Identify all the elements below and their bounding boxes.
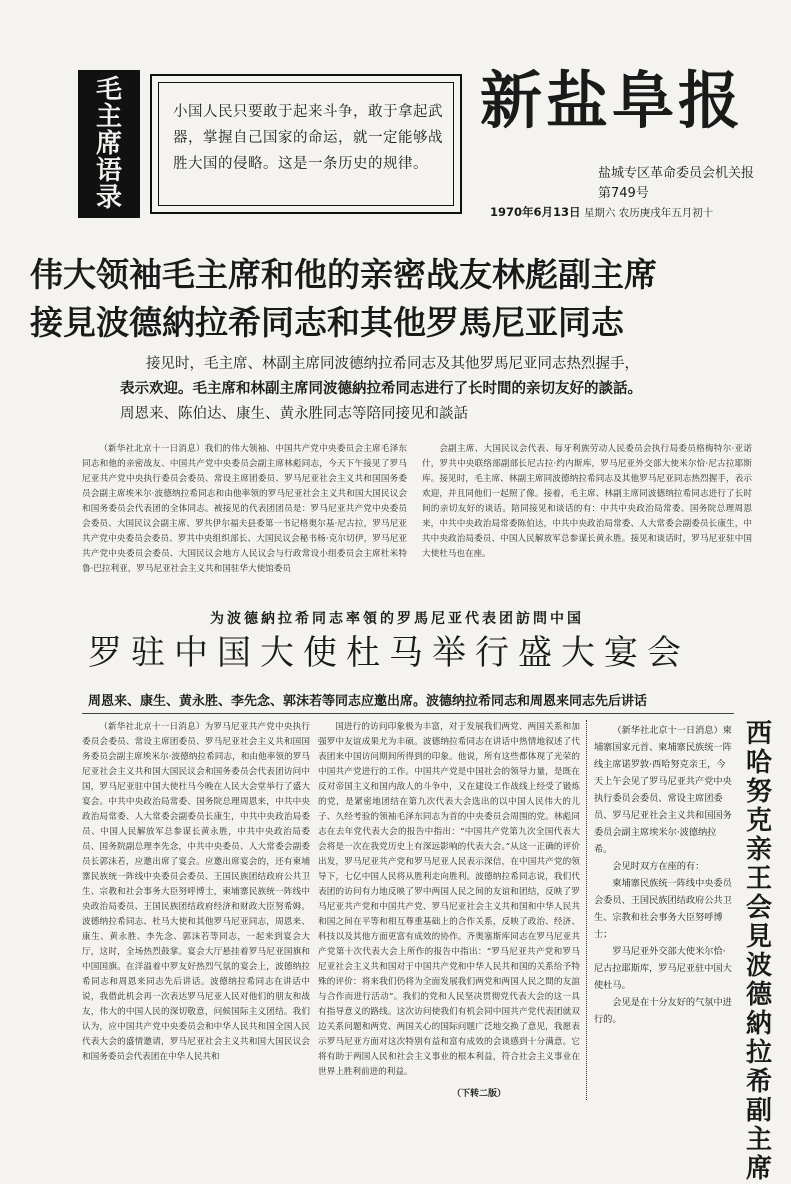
sidebar-headline: 西哈努克亲王会見波德納拉希副主席 xyxy=(745,719,772,1184)
issue-number: 第749号 xyxy=(598,186,649,201)
main-headline-line1: 伟大领袖毛主席和他的亲密战友林彪副主席 xyxy=(30,255,657,294)
article2-kicker: 为波德納拉希同志率領的罗馬尼亚代表团訪問中国 xyxy=(210,611,584,627)
quote-label-char: 录 xyxy=(95,183,122,214)
deck-line3: 周恩来、陈伯达、康生、黄永胜同志等陪同接见和談話 xyxy=(120,406,468,422)
newspaper-title: 新盐阜报 xyxy=(480,64,745,137)
quote-label xyxy=(78,70,140,218)
article1-column-left xyxy=(82,442,407,600)
deck-line1: 接见时，毛主席、林副主席同波德纳拉希同志及其他罗馬尼亚同志热烈握手， xyxy=(146,356,639,372)
article2-headline: 罗驻中国大使杜马举行盛大宴会 xyxy=(88,633,690,673)
quote-text: 小国人民只要敢于起来斗争，敢于拿起武器，掌握自己国家的命运，就一定能够战胜大国的侵略。这是一条历史的规律。 xyxy=(158,82,454,206)
sidebar-text-2: 会见时双方在座的有： xyxy=(612,861,705,872)
article2-col2-text: 国进行的访问印象极为丰富，对于发展我们两党、两国关系和加强罗中友谊成果尤为丰硕。波德纳拉希同志在讲话中热情地叙述了代表团来中国访问期间所得到的印象。他说，所有这些都体现了光荣的中国共产党进行的工作。中国共产党是中国社会的领导力量，是既在反对帝国主义和国内敌人的斗争中，又在建设工作战线上经受了锻炼的党，是紧密地团结在第九次代表大会选出的以中国人民伟大的儿子、久经考验的领袖毛泽东同志为首的中央委员会周围的党。林彪同志在去年党代表大会的报告中指出：“中国共产党第九次全国代表大会将是一次在我党历史上有深远影响的代表大会。”从这一正确的评价出发，罗马尼亚共产党和罗马尼亚人民表示深信，在中国共产党的领导下，七亿中国人民将从胜利走向胜利。波德纳拉希同志说，我们代表团的访问有力地反映了罗中两国人民之间的友谊和团结，反映了罗马尼亚共产党和中国共产党、罗马尼亚社会主义共和国和中华人民共和国之间在平等和相互尊重基础上的合作关系，反映了政治、经济、科技以及其他方面更富有成效的协作。齐奥塞斯库同志在罗马尼亚共产党第十次代表大会上所作的报告中指出：“罗马尼亚共产党和罗马尼亚社会主义共和国对于中国共产党和中华人民共和国的关系给予特殊的评价：将来我们仍将为全面发展我们两党和两国人民之間的友誼与合作而进行活动”。我们的党和人民坚决贯彻党代表大会的这一具有指导意义的路线。这次访问使我们有机会同中国共产党代表团就双边关系问题和两党、两国关心的国际问题广泛地交换了意见，我愿表示罗马尼亚方面对这次特别有益和富有成效的会谈感到十分满意。它将有助于两国人民和社会主义事业的根本利益，符合社会主义事业在世界上胜利前进的利益。 xyxy=(318,722,580,1077)
main-headline-line2: 接見波德納拉希同志和其他罗馬尼亚同志 xyxy=(30,303,624,342)
article2-column-1 xyxy=(82,720,310,1096)
continued-note: （下转二版） xyxy=(452,1089,507,1099)
article1-right-text: 会副主席、大国民议会代表、每牙利族劳动人民委员会执行局委员格梅特尔·亚诺什，罗共中央联络部副部长尼古拉·约内斯库，罗马尼亚外交部大使米尔恰·尼古拉耶斯库。接见时，毛主席、林副主席同波德纳拉希同志及其他罗马尼亚同志热烈握手，表示欢迎，并且同他们一起照了像。接着，毛主席、林副主席同波德纳拉希同志进行了长时间的亲切友好的谈话。陪同接见和谈话的有：中共中央政治局常委、国务院总理周恩来，中共中央政治局常委陈伯达，中共中央政治局常委、人大常委会副委员长康生，中共中央政治局委员、中国人民解放军总参谋长黄永胜。接见和谈话时，罗马尼亚驻中国大使杜马也在座。 xyxy=(422,444,752,559)
weekday: 星期六 xyxy=(583,207,616,219)
quote-label-char: 席 xyxy=(95,128,122,159)
quote-box xyxy=(150,74,462,214)
sidebar-text-1: （新华社北京十一日消息）柬埔寨国家元首、柬埔寨民族统一阵线主席诺罗敦·西哈努克亲王，今天上午会见了罗马尼亚共产党中央执行委员会委员、常设主席团委员、罗马尼亚社会主义共和国国务委员会副主席埃米尔·波德纳拉希。 xyxy=(594,725,732,855)
quote-label-char: 主 xyxy=(95,101,122,132)
sidebar-text-5: 会见是在十分友好的气氛中进行的。 xyxy=(594,997,732,1025)
article2-col1-text: （新华社北京十一日消息）为罗马尼亚共产党中央执行委员会委员、常设主席团委员、罗马尼亚社会主义共和国国务委员会副主席埃米尔·波德纳拉希同志，和由他率领的罗马尼亚社会主义共和国大国民议会和国务委员会代表团访问中国，罗马尼亚驻中国大使杜马今晚在人民大会堂举行了盛大宴会。中共中央政治局常委、国务院总理周恩来，中共中央政治局常委、人大常委会副委员长康生，中共中央政治局委员、中国人民解放军总参谋长黄永胜，中共中央政治局委员、国务院副总理李先念，中共中央委员、人大常委会副委员长郭沫若，应邀出席了宴会。应邀出席宴会的，还有柬埔寨民族统一阵线中央委员会委员、王国民族团结政府公共卫生、宗教和社会事务大臣努呼博士，柬埔寨民族统一阵线中央政治局委员、王国民族团结政府经济和财政大臣努希姆。波德纳拉希同志、杜马大使和其他罗马尼亚同志，周恩来、康生、黄永胜、李先念、郭沫若等同志，一起来到宴会大厅，这时，全场热烈鼓掌。宴会大厅悬挂着罗马尼亚国旗和中国国旗。在洋溢着中罗友好热烈气氛的宴会上，波德纳拉希同志和周恩来同志先后讲话。波德纳拉希同志在讲话中说，我借此机会再一次表达罗马尼亚人民对他们的朋友和战友，伟大的中国人民的深切敬意，问候国际主义团结。我们认为，应中国共产党中央委员会和中华人民共和国全国人民代表大会的盛情邀请，罗马尼亚社会主义共和国大国民议会和国务委员会代表团在中华人民共和 xyxy=(82,722,310,1062)
sidebar-divider xyxy=(586,720,587,1100)
sidebar-text xyxy=(594,722,732,1028)
article1-column-right xyxy=(422,442,752,600)
article2-column-2 xyxy=(318,720,580,1086)
article1-left-text: （新华社北京十一日消息）我们的伟大领袖、中国共产党中央委员会主席毛泽东同志和他的亲密战友、中国共产党中央委员会副主席林彪同志，今天下午接见了罗马尼亚共产党中央执行委员会委员、常设主席团委员、罗马尼亚社会主义共和国国务委员会副主席埃米尔·波德纳拉希同志和由他率领的罗马尼亚社会主义共和国大国民议会和国务委员会代表团的全体同志。被接见的代表团团员是：罗马尼亚共产党中央委员会委员、大国民议会副主席、罗共伊尔福夫县委第一书记格奥尔基·尼古拉，罗马尼亚共产党中央委员会委员、罗共中央组织部长、大国民议会秘书杨·克尔切伊，罗马尼亚共产党中央委员会委员、大国民议会地方人民议会与行政常设小组委员会主席杜米特鲁·巴拉利亚，罗马尼亚社会主义共和国驻华大使馆委员 xyxy=(82,444,407,574)
sidebar-text-4: 罗马尼亚外交部大使米尔恰·尼古拉耶斯库，罗马尼亚驻中国大使杜马。 xyxy=(594,946,732,991)
lunar-date: 农历庚戌年五月初十 xyxy=(618,207,714,219)
dateline xyxy=(490,204,713,220)
article2-deck: 周恩来、康生、黄永胜、李先念、郭沫若等同志应邀出席。波德纳拉希同志和周恩来同志先后讲话 xyxy=(88,694,648,709)
sidebar-text-3: 柬埔寨民族统一阵线中央委员会委员、王国民族团结政府公共卫生、宗教和社会事务大臣努呼博士； xyxy=(594,878,732,940)
quote-label-char: 语 xyxy=(95,156,122,187)
quote-label-char: 毛 xyxy=(95,74,122,105)
newspaper-subtitle: 盐城专区革命委员会机关报 xyxy=(598,166,755,181)
date: 1970年6月13日 xyxy=(490,205,581,219)
section-divider xyxy=(82,713,734,714)
deck-line2: 表示欢迎。毛主席和林副主席同波德納拉希同志进行了长时間的亲切友好的談話。 xyxy=(120,380,642,397)
